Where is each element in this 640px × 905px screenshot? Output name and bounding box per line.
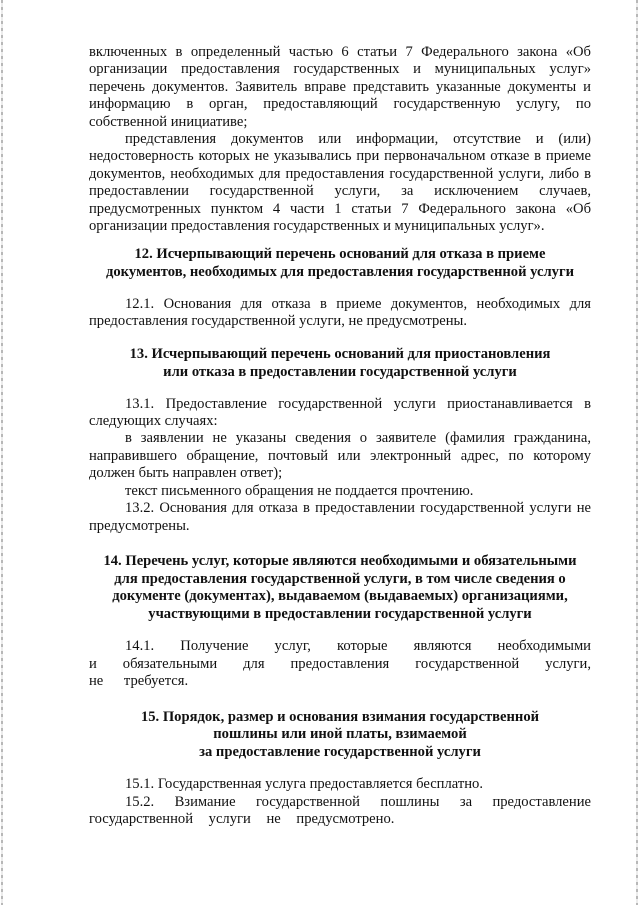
heading-line: для предоставления государственной услуги, в том числе сведения о (114, 570, 566, 587)
paragraph-15-1: 15.1. Государственная услуга предоставляется бесплатно. (125, 776, 484, 793)
heading-line: пошлины или иной платы, взимаемой (213, 726, 467, 743)
paragraph-14-1: 14.1. Получение услуг, которые являются необходимыми и обязательными для предоставления государственной услуги, не требуется. (89, 638, 591, 690)
heading-line: за предоставление государственной услуги (199, 743, 481, 760)
paragraph-15-2: 15.2. Взимание государственной пошлины за предоставление государственной услуги не предусмотрено. (89, 793, 591, 828)
paragraph-13-1-case-b: текст письменного обращения не поддается прочтению. (125, 482, 474, 499)
scan-edge-left (1, 0, 3, 905)
section-12-heading (89, 246, 591, 281)
heading-line: 14. Перечень услуг, которые являются необходимыми и обязательными (103, 552, 577, 569)
heading-line: участвующими в предоставлении государственной услуги (148, 605, 532, 622)
heading-line: 15. Порядок, размер и основания взимания государственной (140, 708, 540, 725)
heading-line: документе (документах), выдаваемом (выдаваемых) организациями, (112, 588, 568, 605)
paragraph-continuation: включенных в определенный частью 6 статьи 7 Федерального закона «Об организации предоставления государственных и муниципальных услуг» перечень документов. Заявитель вправе представить указанные документы и информацию в орган, предоставляющий государственную услугу, по собственной инициативе; (89, 44, 591, 130)
paragraph-12-1: 12.1. Основания для отказа в приеме документов, необходимых для предоставления государственной услуги, не предусмотрены. (89, 295, 591, 330)
section-14-heading (89, 553, 591, 623)
section-15-heading (89, 709, 591, 762)
paragraph-documents-submission: представления документов или информации, отсутствие и (или) недостоверность которых не указывались при первоначальном отказе в приеме документов, необходимых для предоставления государственной услуги, либо в предоставлении государственной услуги, за исключением случаев, предусмотренных пунктом 4 части 1 статьи 7 Федерального закона «Об организации предоставления государственных и муниципальных услуг». (89, 131, 591, 235)
paragraph-13-2: 13.2. Основания для отказа в предоставлении государственной услуги не предусмотрены. (89, 500, 591, 534)
heading-line: или отказа в предоставлении государственной услуги (163, 364, 517, 381)
heading-line: документов, необходимых для предоставления государственной услуги (106, 264, 574, 281)
heading-line: 12. Исчерпывающий перечень оснований для отказа в приеме (134, 246, 546, 263)
paragraph-13-1-case-a: в заявлении не указаны сведения о заявителе (фамилия гражданина, направившего обращение, почтовый или электронный адрес, по которому должен быть направлен ответ); (89, 430, 591, 482)
document-body (89, 44, 591, 829)
section-13-heading (89, 346, 591, 381)
paragraph-13-1: 13.1. Предоставление государственной услуги приостанавливается в следующих случаях: (89, 395, 591, 430)
scan-edge-right (636, 0, 638, 905)
heading-line: 13. Исчерпывающий перечень оснований для приостановления (129, 346, 551, 363)
